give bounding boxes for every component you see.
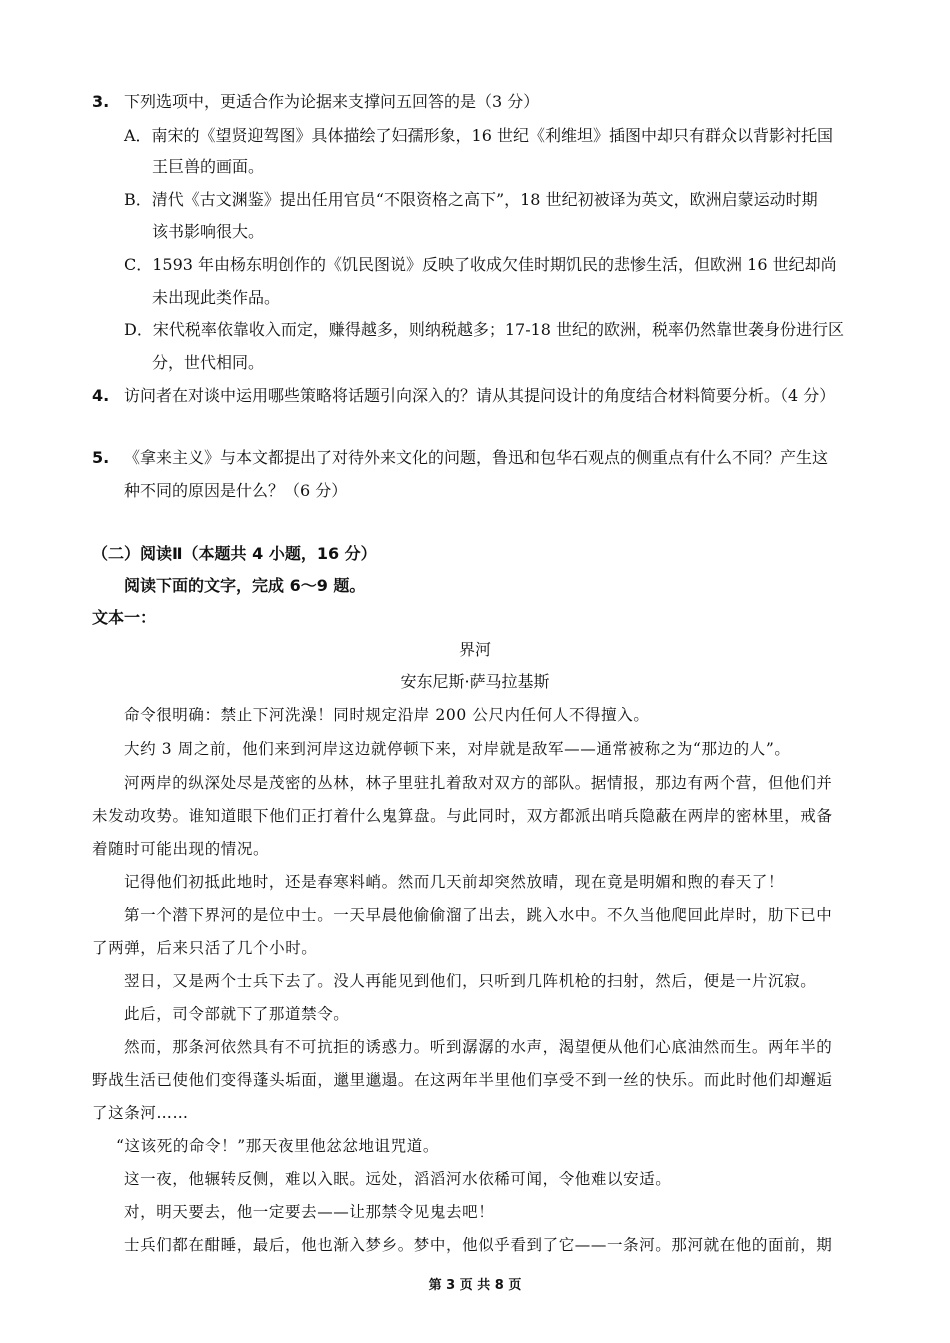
- text-one-label: 文本一：: [92, 608, 157, 627]
- story-line-8: 了两弹，后来只活了几个小时。: [92, 939, 318, 957]
- question-3-option-c-line2: 未出现此类作品。: [152, 288, 281, 307]
- story-line-2: 大约 3 周之前，他们来到河岸这边就停顿下来，对岸就是敌军——通常被称之为“那边的人”。: [124, 740, 791, 758]
- question-5-number: 5.: [92, 448, 110, 467]
- story-line-4: 未发动攻势。谁知道眼下他们正打着什么鬼算盘。与此同时，双方都派出哨兵隐蔽在两岸的密林里，戒备: [92, 807, 833, 825]
- question-3-option-b-line1: B．清代《古文渊鉴》提出任用官员“不限资格之高下”，18 世纪初被译为英文，欧洲启蒙运动时期: [124, 190, 818, 209]
- story-line-16: 对，明天要去，他一定要去——让那禁令见鬼去吧！: [124, 1203, 495, 1221]
- question-3-option-d-line1: D．宋代税率依靠收入而定，赚得越多，则纳税越多；17-18 世纪的欧洲，税率仍然靠世袭身份进行区: [124, 320, 845, 339]
- question-3-option-c-line1: C．1593 年由杨东明创作的《饥民图说》反映了收成欠佳时期饥民的悲惨生活，但欧洲 16 世纪却尚: [124, 255, 837, 274]
- question-5-line1: 《拿来主义》与本文都提出了对待外来文化的问题，鲁迅和包华石观点的侧重点有什么不同？产生这: [124, 448, 829, 467]
- question-3-option-a-line1: A．南宋的《望贤迎驾图》具体描绘了妇孺形象，16 世纪《利维坦》插图中却只有群众以背影衬托国: [124, 126, 834, 145]
- story-line-5: 着随时可能出现的情况。: [92, 840, 270, 858]
- question-3-number: 3.: [92, 92, 110, 111]
- story-line-1: 命令很明确：禁止下河洗澡！同时规定沿岸 200 公尺内任何人不得擅入。: [124, 706, 650, 724]
- story-line-11: 然而，那条河依然具有不可抗拒的诱惑力。听到潺潺的水声，渴望便从他们心底油然而生。两年半的: [124, 1038, 833, 1056]
- story-line-13: 了这条河……: [92, 1104, 189, 1122]
- question-4-stem: 访问者在对谈中运用哪些策略将话题引向深入的？请从其提问设计的角度结合材料简要分析。（4 分）: [124, 386, 836, 405]
- page-footer: 第 3 页 共 8 页: [428, 1278, 522, 1293]
- story-author: 安东尼斯·萨马拉基斯: [400, 672, 550, 691]
- story-line-15: 这一夜，他辗转反侧，难以入眠。远处，滔滔河水依稀可闻，令他难以安适。: [124, 1170, 672, 1188]
- question-3-option-d-line2: 分，世代相同。: [152, 353, 265, 372]
- question-4-number: 4.: [92, 386, 110, 405]
- question-3-option-a-line2: 王巨兽的画面。: [152, 157, 265, 176]
- story-line-17: 士兵们都在酣睡，最后，他也渐入梦乡。梦中，他似乎看到了它——一条河。那河就在他的面前，期: [124, 1236, 833, 1254]
- story-line-9: 翌日，又是两个士兵下去了。没人再能见到他们，只听到几阵机枪的扫射，然后，便是一片沉寂。: [124, 972, 817, 990]
- story-title: 界河: [458, 640, 491, 659]
- question-3-stem: 下列选项中，更适合作为论据来支撑问五回答的是（3 分）: [124, 92, 540, 111]
- story-line-10: 此后，司令部就下了那道禁令。: [124, 1005, 350, 1023]
- question-3-option-b-line2: 该书影响很大。: [152, 222, 265, 241]
- story-line-3: 河两岸的纵深处尽是茂密的丛林，林子里驻扎着敌对双方的部队。据情报，那边有两个营，但他们并: [124, 774, 833, 792]
- story-line-12: 野战生活已使他们变得蓬头垢面，邋里邋遢。在这两年半里他们享受不到一丝的快乐。而此时他们却邂逅: [92, 1071, 833, 1089]
- section-2-heading: （二）阅读Ⅱ（本题共 4 小题，16 分）: [92, 544, 377, 563]
- section-2-instruction: 阅读下面的文字，完成 6～9 题。: [124, 576, 366, 595]
- question-5-line2: 种不同的原因是什么？（6 分）: [124, 481, 348, 500]
- story-line-14: “这该死的命令！”那天夜里他忿忿地诅咒道。: [116, 1137, 439, 1155]
- story-line-6: 记得他们初抵此地时，还是春寒料峭。然而几天前却突然放晴，现在竟是明媚和煦的春天了！: [124, 873, 785, 891]
- story-line-7: 第一个潜下界河的是位中士。一天早晨他偷偷溜了出去，跳入水中。不久当他爬回此岸时，肋下已中: [124, 906, 833, 924]
